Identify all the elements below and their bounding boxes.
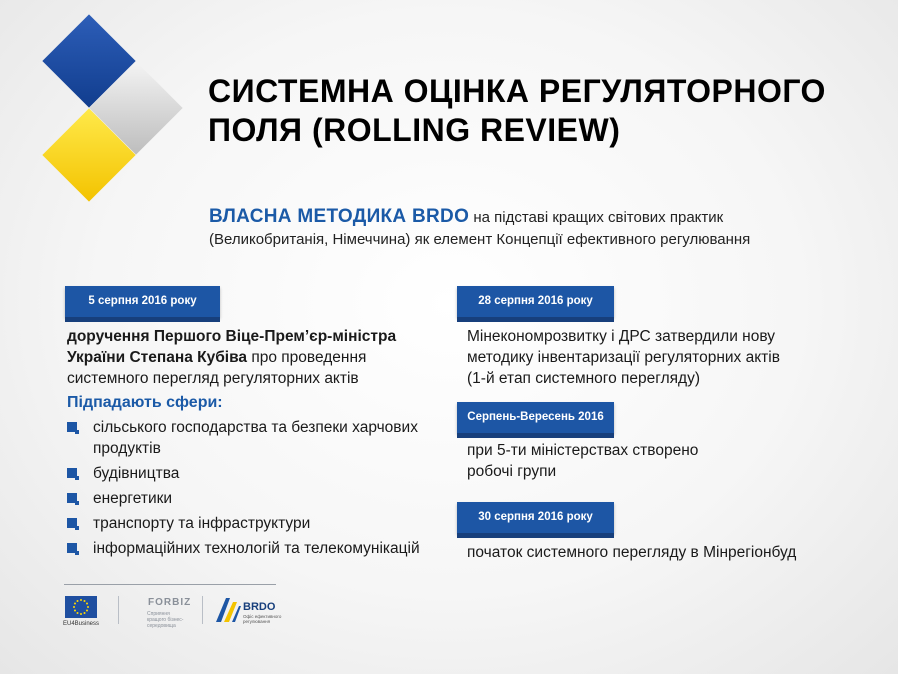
sphere-label: транспорту та інфраструктури xyxy=(93,515,311,532)
forbiz-logo: FORBIZ xyxy=(148,597,192,608)
date-tag-event-3: 30 серпня 2016 року xyxy=(457,502,614,533)
sphere-label: енергетики xyxy=(93,490,173,507)
date-tag-left: 5 серпня 2016 року xyxy=(65,286,220,317)
bullet-square-icon xyxy=(67,518,77,528)
instruction-plain-2: про проведення xyxy=(247,349,367,366)
instruction-line-3: системного перегляд регуляторних актів xyxy=(67,370,359,387)
subtitle xyxy=(209,206,869,251)
brdo-logo-icon xyxy=(214,594,242,629)
footer-divider xyxy=(64,584,276,585)
event-1-text xyxy=(467,326,867,389)
list-item xyxy=(67,538,457,559)
bullet-square-icon xyxy=(67,422,77,432)
event-2-line-1: при 5-ти міністерствах створено xyxy=(467,442,699,459)
forbiz-subtitle: Сприяння кращого бізнес-середовища xyxy=(147,611,184,629)
instruction-bold-2: України Степана Кубіва xyxy=(67,349,248,366)
event-1-line-1: Мінекономрозвитку і ДРС затвердили нову xyxy=(467,328,776,345)
event-1-line-2: методику інвентаризації регуляторних актів xyxy=(467,349,780,366)
brdo-subtitle: Офіс ефективного регулювання xyxy=(243,614,282,624)
list-item xyxy=(67,417,457,459)
footer-separator xyxy=(118,596,119,624)
bullet-square-icon xyxy=(67,543,77,553)
title-line-2: ПОЛЯ (ROLLING REVIEW) xyxy=(208,112,621,148)
list-item xyxy=(67,513,457,534)
title-line-1: СИСТЕМНА ОЦІНКА РЕГУЛЯТОРНОГО xyxy=(208,73,826,109)
event-2-line-2: робочі групи xyxy=(467,463,557,480)
subtitle-text-1: на підставі кращих світових практик xyxy=(469,209,724,226)
event-2-text xyxy=(467,440,867,482)
left-instruction-text xyxy=(67,326,457,389)
sphere-label: інформаційних технологій та телекомунікацій xyxy=(93,540,420,557)
page-title xyxy=(208,72,848,150)
event-3-text xyxy=(467,542,877,563)
list-item xyxy=(67,463,457,484)
brdo-name: BRDO xyxy=(243,601,276,613)
spheres-list xyxy=(67,417,457,563)
sphere-label: будівництва xyxy=(93,465,180,482)
subtitle-highlight: ВЛАСНА МЕТОДИКА BRDO xyxy=(209,206,470,227)
instruction-bold-1: доручення Першого Віце-Прем’єр-міністра xyxy=(67,328,397,345)
footer-separator xyxy=(202,596,203,624)
date-tag-event-2: Серпень-Вересень 2016 xyxy=(457,402,614,433)
subtitle-text-2: (Великобританія, Німеччина) як елемент Концепції ефективного регулювання xyxy=(209,231,751,248)
spheres-title: Підпадають сфери: xyxy=(67,394,223,411)
eu-label: EU4Business xyxy=(63,621,100,627)
event-1-line-3: (1-й етап системного перегляду) xyxy=(467,370,700,387)
eu-flag-icon xyxy=(65,596,97,618)
date-tag-event-1: 28 серпня 2016 року xyxy=(457,286,614,317)
sphere-label: сільського господарства та безпеки харчових продуктів xyxy=(93,419,418,457)
event-3-line-1: початок системного перегляду в Мінрегіонбуд xyxy=(467,544,797,561)
bullet-square-icon xyxy=(67,468,77,478)
list-item xyxy=(67,488,457,509)
bullet-square-icon xyxy=(67,493,77,503)
